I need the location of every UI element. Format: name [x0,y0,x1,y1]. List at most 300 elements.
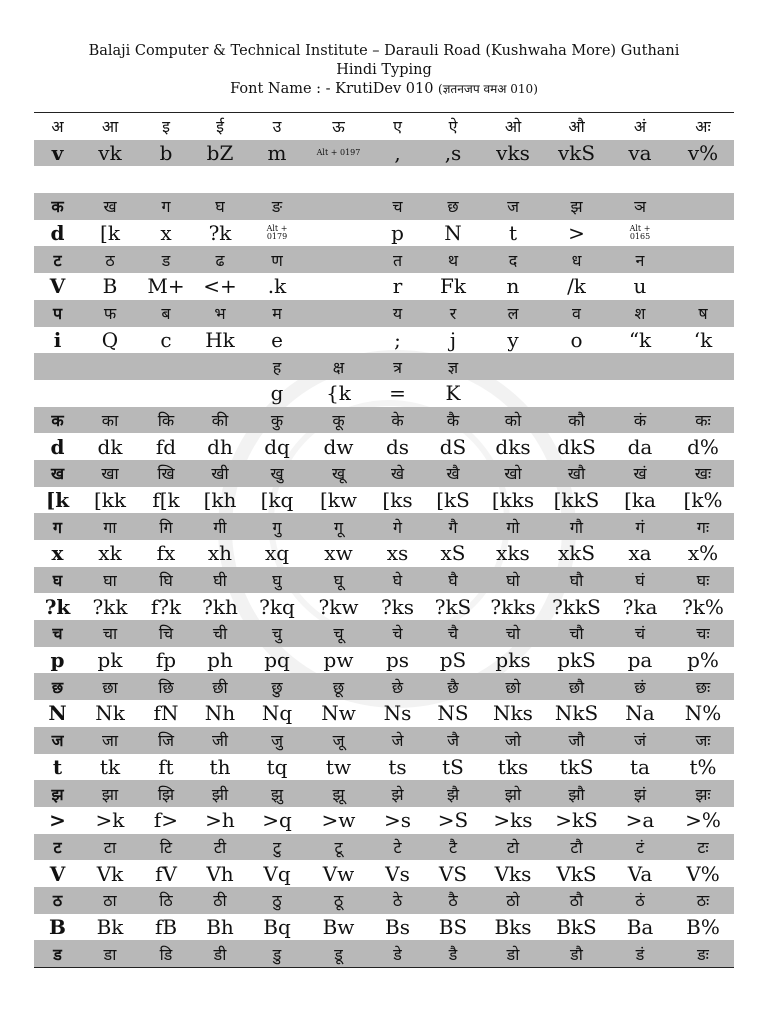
table-cell: V% [686,861,720,886]
table-cell: त्र [393,357,402,377]
row-key-cell: ड [53,944,62,964]
table-cell: Vh [206,861,234,886]
font-name-encoded: (ज्ञतनजप वमअ 010) [438,82,538,96]
table-row [34,246,734,273]
table-cell: चि [158,624,174,644]
table-cell: Bs [385,914,410,939]
table-cell: xk [98,541,122,566]
table-cell: भ [214,304,226,324]
table-cell: ठि [159,891,173,911]
row-key-cell: प [52,304,63,324]
table-row [34,860,734,887]
table-cell: ?kks [490,594,536,619]
table-cell: छ [447,197,459,217]
table-cell: = [389,381,406,406]
table-cell: Bq [263,914,291,939]
table-row [34,754,734,781]
table-cell: टि [159,837,173,857]
table-cell: जं [634,731,646,751]
row-key-cell: ख [50,464,65,484]
table-cell: खि [157,464,175,484]
table-cell: डी [213,944,227,964]
table-row [34,914,734,941]
table-cell: fV [155,861,177,886]
table-cell: Alt + 0179 [266,224,288,242]
table-cell: dkS [557,434,596,459]
table-row [34,540,734,567]
table-cell: Fk [440,274,466,299]
table-cell: ft [158,754,174,779]
table-cell: m [267,141,287,166]
table-cell: [k% [683,487,723,512]
table-cell: र [449,304,457,324]
table-cell: झः [695,784,711,804]
table-cell: tS [442,754,464,779]
table-row [34,460,734,487]
table-cell: ठः [696,891,710,911]
table-cell: ठू [333,891,344,911]
table-cell: f[k [152,487,180,512]
table-cell: जि [157,731,175,751]
table-cell: p [391,221,404,246]
table-cell: th [209,754,231,779]
table-cell: bZ [206,141,234,166]
table-cell: द [508,250,518,270]
table-cell: झु [270,784,284,804]
table-cell: गु [272,517,282,537]
table-cell: xw [324,541,353,566]
table-cell: कै [446,410,460,430]
table-cell: ta [630,754,650,779]
table-cell: vk [98,141,122,166]
row-key-cell: ट [53,250,62,270]
table-cell: गै [448,517,458,537]
table-row [34,300,734,327]
table-cell: चो [505,624,521,644]
table-cell: [kS [436,487,470,512]
table-cell: ?kS [434,594,472,619]
table-cell: टौ [570,837,583,857]
table-cell: खो [504,464,522,484]
table-cell: pq [264,648,290,673]
table-cell: के [391,410,404,430]
table-cell: ई [216,117,224,137]
table-cell: VS [438,861,468,886]
table-cell: ठं [635,891,645,911]
table-cell: > [568,221,585,246]
table-cell: N% [684,701,722,726]
table-cell: जा [101,731,119,751]
table-cell: ह [272,357,282,377]
table-cell: x% [687,541,719,566]
table-row [34,193,734,220]
table-cell: ण [271,250,283,270]
table-cell: Vk [96,861,124,886]
table-cell: अं [633,117,647,137]
table-cell: चा [102,624,118,644]
table-cell: dh [207,434,233,459]
table-cell: >k [95,808,125,833]
table-cell: xq [264,541,290,566]
krutidev-keymap-table [34,112,734,968]
table-cell: Ba [626,914,654,939]
table-cell: चे [392,624,403,644]
row-key-cell: क [51,197,64,217]
table-cell: c [160,327,172,352]
table-cell: फ [103,304,117,324]
table-cell: गौ [569,517,584,537]
table-cell: >% [685,808,721,833]
table-cell: जै [447,731,459,751]
table-cell: v% [687,141,719,166]
table-cell: [kw [319,487,358,512]
table-cell: xs [386,541,409,566]
table-cell: fN [153,701,179,726]
table-cell: का [101,410,119,430]
table-cell: झे [391,784,404,804]
table-cell: fx [156,541,176,566]
table-cell: खु [270,464,284,484]
table-cell: ब [161,304,171,324]
table-cell: गि [159,517,173,537]
table-cell: dks [495,434,531,459]
table-row [34,673,734,700]
table-cell: Na [625,701,655,726]
table-cell: टू [334,837,343,857]
table-cell: f?k [150,594,182,619]
table-cell: n [506,274,520,299]
table-cell: इ [162,117,170,137]
table-cell: xh [207,541,233,566]
table-cell: tks [497,754,529,779]
table-row [34,727,734,754]
table-cell: टं [635,837,645,857]
table-cell: को [504,410,522,430]
table-row [34,620,734,647]
table-cell: Va [627,861,653,886]
table-cell: ओ [504,117,522,137]
table-cell: ज्ञ [447,357,459,377]
table-cell: dS [439,434,467,459]
row-key-cell: झ [51,784,64,804]
table-cell: च [392,197,403,217]
table-cell: ज [507,197,519,217]
table-cell: जु [271,731,283,751]
table-cell: खं [633,464,647,484]
table-cell: ऊ [332,117,345,137]
table-cell: VkS [556,861,597,886]
row-key-cell: d [50,434,65,459]
table-cell: झं [633,784,647,804]
table-cell: अः [695,117,711,137]
table-cell: x [160,221,172,246]
table-cell: जी [211,731,229,751]
table-cell: ठौ [569,891,584,911]
table-cell: xks [496,541,530,566]
table-cell: NkS [554,701,599,726]
table-cell: गे [392,517,402,537]
table-cell: >h [205,808,235,833]
table-cell: ढ [215,250,225,270]
table-cell: ए [393,117,402,137]
table-cell: छी [212,677,228,697]
table-cell: /k [567,274,586,299]
table-cell: [kks [491,487,535,512]
table-cell: Q [101,327,119,352]
table-cell: tkS [559,754,594,779]
row-key-cell: ट [53,837,62,857]
table-cell: डो [506,944,520,964]
table-cell: खा [101,464,119,484]
table-cell: ds [385,434,410,459]
table-cell: गः [696,517,710,537]
table-cell: चु [271,624,283,644]
table-cell: B% [686,914,720,939]
table-cell: कु [270,410,284,430]
table-cell: dw [323,434,354,459]
table-cell: घौ [569,571,584,591]
row-key-cell: छ [51,677,64,697]
table-cell: dk [97,434,123,459]
table-cell: व [572,304,581,324]
table-cell: डि [159,944,173,964]
table-cell: d% [687,434,719,459]
table-row [34,433,734,460]
table-cell: खौ [567,464,586,484]
table-cell: डे [393,944,402,964]
table-cell: कः [695,410,711,430]
table-cell: जः [695,731,711,751]
table-cell: Bh [206,914,234,939]
table-cell: {k [326,381,351,406]
table-cell: घ [215,197,225,217]
table-cell: डं [635,944,645,964]
table-cell: ञ [634,197,646,217]
table-cell: घू [333,571,344,591]
table-row [34,327,734,354]
row-key-cell: x [51,541,64,566]
table-cell: <+ [203,274,237,299]
table-row [34,487,734,514]
table-cell: झा [101,784,119,804]
table-cell: गं [635,517,645,537]
table-cell: छः [695,677,711,697]
row-key-cell: अ [51,117,64,137]
row-key-cell: p [50,648,65,673]
table-cell: BS [438,914,468,939]
table-cell: pa [627,648,653,673]
table-row [34,647,734,674]
table-cell: b [159,141,173,166]
document-title: Hindi Typing [336,62,432,78]
table-cell: गा [103,517,117,537]
table-cell: टः [697,837,709,857]
table-cell: ?kq [259,594,295,619]
row-key-cell: i [53,327,62,352]
table-cell: ल [507,304,519,324]
table-cell: [k [100,221,120,246]
table-cell: खै [446,464,460,484]
table-cell: डै [448,944,458,964]
table-cell: p% [687,648,719,673]
table-cell: Bw [322,914,355,939]
table-cell: vks [496,141,530,166]
table-cell: क्ष [332,357,345,377]
table-cell: ,s [444,141,462,166]
table-row [34,353,734,380]
table-cell: Vs [385,861,410,886]
table-cell: ठ [105,250,115,270]
table-cell: r [392,274,403,299]
font-name-label: Font Name : - KrutiDev 010 [230,81,434,97]
table-cell: ष [698,304,708,324]
table-cell: BkS [556,914,597,939]
table-cell: vkS [557,141,596,166]
table-cell: औ [568,117,585,137]
table-cell: झि [157,784,175,804]
table-cell: Nk [95,701,125,726]
table-cell: घः [696,571,710,591]
table-cell: घो [506,571,520,591]
table-cell: ?ka [622,594,658,619]
table-row [34,887,734,914]
table-cell: छे [391,677,404,697]
table-cell: B [102,274,118,299]
table-cell: की [211,410,229,430]
table-cell: ड [161,250,171,270]
table-cell: Ns [383,701,412,726]
table-cell: श [634,304,646,324]
table-cell: fB [154,914,178,939]
table-cell: Vq [263,861,291,886]
table-cell: f> [153,808,179,833]
table-row [34,166,734,193]
table-cell: tk [99,754,121,779]
table-cell: ग [161,197,171,217]
table-cell: छा [102,677,118,697]
table-cell: डा [103,944,117,964]
table-row [34,807,734,834]
table-cell: ठो [506,891,520,911]
table-cell: झो [504,784,522,804]
table-cell: ?k [208,221,232,246]
row-key-cell: ?k [44,594,71,619]
table-cell: ठा [103,891,117,911]
table-cell: NS [437,701,469,726]
table-cell: tw [325,754,352,779]
table-cell: Nq [261,701,293,726]
table-cell: e [271,327,283,352]
table-cell: Nw [321,701,356,726]
table-cell: >ks [493,808,533,833]
table-cell: ठी [213,891,227,911]
row-key-cell: B [49,914,66,939]
table-cell: जू [332,731,345,751]
table-cell: डः [697,944,709,964]
table-row [34,780,734,807]
table-cell: खी [211,464,229,484]
row-key-cell: क [51,410,64,430]
table-cell: झू [332,784,345,804]
table-cell: य [392,304,403,324]
row-key-cell: ग [52,517,62,537]
table-cell: [kq [260,487,294,512]
table-cell: [kh [203,487,237,512]
table-cell: >a [625,808,655,833]
row-key-cell: t [52,754,63,779]
table-cell: Nh [204,701,236,726]
table-row [34,700,734,727]
table-row [34,113,734,140]
table-row [34,407,734,434]
table-cell: Bk [96,914,124,939]
table-cell: ठै [448,891,458,911]
table-cell: न [635,250,645,270]
table-cell: छं [634,677,646,697]
table-cell: झै [446,784,460,804]
table-cell: ?k% [682,594,724,619]
table-cell: K [445,381,461,406]
table-cell: घं [635,571,645,591]
table-cell: pk [97,648,123,673]
table-cell: M+ [147,274,185,299]
table-cell: t% [689,754,717,779]
table-cell: जे [391,731,404,751]
table-cell: Vw [322,861,355,886]
row-key-cell: V [49,274,66,299]
table-cell: ङ [271,197,283,217]
table-cell: ?kw [318,594,359,619]
table-cell: xa [628,541,652,566]
table-cell: o [570,327,583,352]
table-row [34,220,734,247]
table-row [34,140,734,167]
table-row [34,593,734,620]
table-cell: खू [331,464,346,484]
row-key-cell: [k [45,487,70,512]
table-cell: टी [213,837,227,857]
table-cell: pkS [557,648,596,673]
row-key-cell: घ [52,571,63,591]
row-key-cell: d [50,221,65,246]
table-cell: Bks [494,914,532,939]
table-cell: , [394,141,401,166]
table-cell: थ [447,250,459,270]
table-cell: घै [448,571,458,591]
table-cell: चः [696,624,710,644]
table-row [34,273,734,300]
table-cell: ची [212,624,228,644]
row-key-cell: V [49,861,66,886]
table-cell: >kS [555,808,598,833]
table-cell: जौ [568,731,585,751]
table-cell: छै [447,677,459,697]
table-cell: टै [448,837,458,857]
table-cell: खे [390,464,405,484]
table-cell: [kkS [553,487,600,512]
table-row [34,513,734,540]
table-cell: ध [571,250,582,270]
table-cell: .k [267,274,287,299]
table-cell: ph [207,648,233,673]
table-cell: टे [393,837,402,857]
institute-name: Balaji Computer & Technical Institute – Darauli Road (Kushwaha More) Guthani [88,43,680,59]
table-cell: pw [323,648,354,673]
table-row [34,380,734,407]
table-cell: झ [570,197,583,217]
table-cell: टो [506,837,520,857]
table-cell: त [392,250,403,270]
